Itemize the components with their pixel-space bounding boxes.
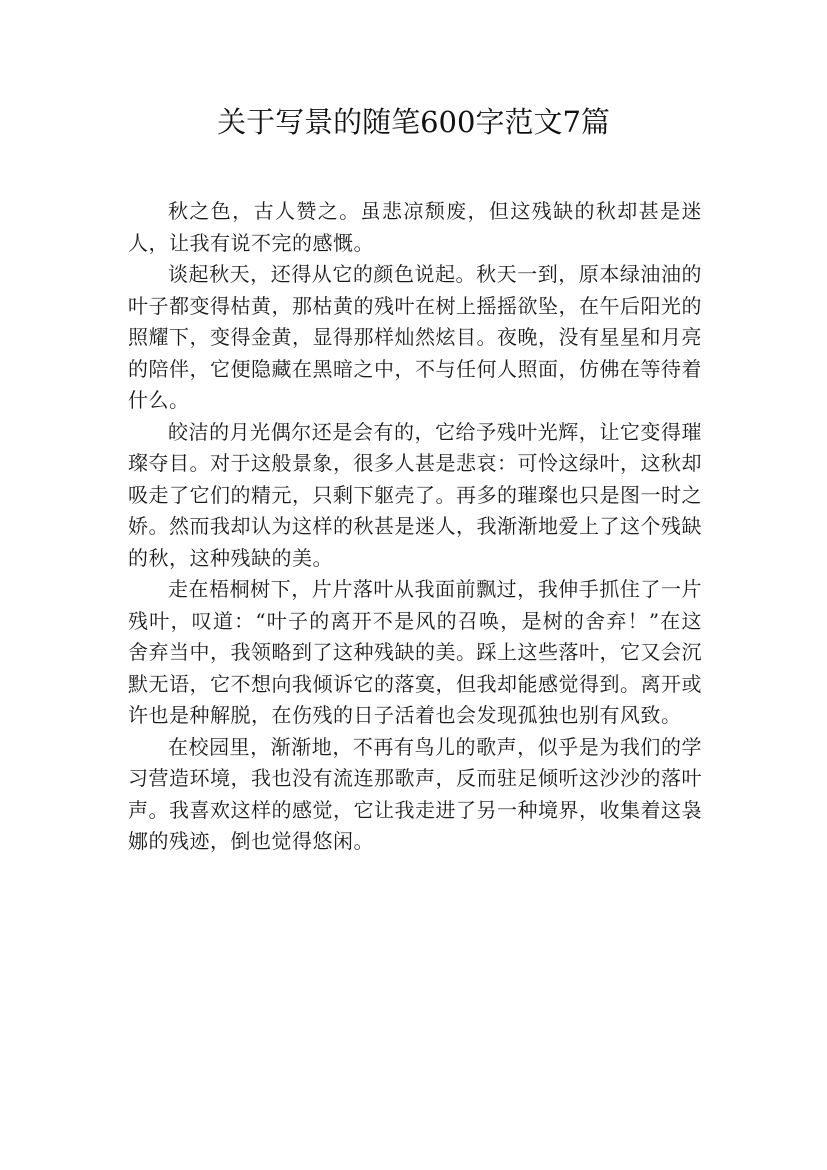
paragraph-5: 在校园里，渐渐地，不再有鸟儿的歌声，似乎是为我们的学习营造环境，我也没有流连那歌声，反而驻足倾听这沙沙的落叶声。我喜欢这样的感觉，它让我走进了另一种境界，收集着这袅娜的残迹，倒也觉得悠闲。: [128, 734, 702, 853]
paragraph-1: 秋之色，古人赞之。虽悲凉颓废，但这残缺的秋却甚是迷人，让我有说不完的感慨。: [128, 199, 702, 255]
paragraph-2: 谈起秋天，还得从它的颜色说起。秋天一到，原本绿油油的叶子都变得枯黄，那枯黄的残叶在树上摇摇欲坠，在午后阳光的照耀下，变得金黄，显得那样灿然炫目。夜晚，没有星星和月亮的陪伴，它便隐藏在黑暗之中，不与任何人照面，仿佛在等待着什么。: [128, 262, 702, 412]
document-title: 关于写景的随笔600字范文7篇: [217, 105, 610, 139]
paragraph-3: 皎洁的月光偶尔还是会有的，它给予残叶光辉，让它变得璀璨夺目。对于这般景象，很多人甚是悲哀：可怜这绿叶，这秋却吸走了它们的精元，只剩下躯壳了。再多的璀璨也只是图一时之娇。然而我却认为这样的秋甚是迷人，我渐渐地爱上了这个残缺的秋，这种残缺的美。: [128, 419, 702, 570]
document-body: [128, 196, 702, 858]
paragraph-4: 走在梧桐树下，片片落叶从我面前飘过，我伸手抓住了一片残叶，叹道：“叶子的离开不是风的召唤，是树的舍弃！”在这舍弃当中，我领略到了这种残缺的美。踩上这些落叶，它又会沉默无语，它不想向我倾诉它的落寞，但我却能感觉得到。离开或许也是种解脱，在伤残的日子活着也会发现孤独也别有风致。: [128, 577, 702, 727]
